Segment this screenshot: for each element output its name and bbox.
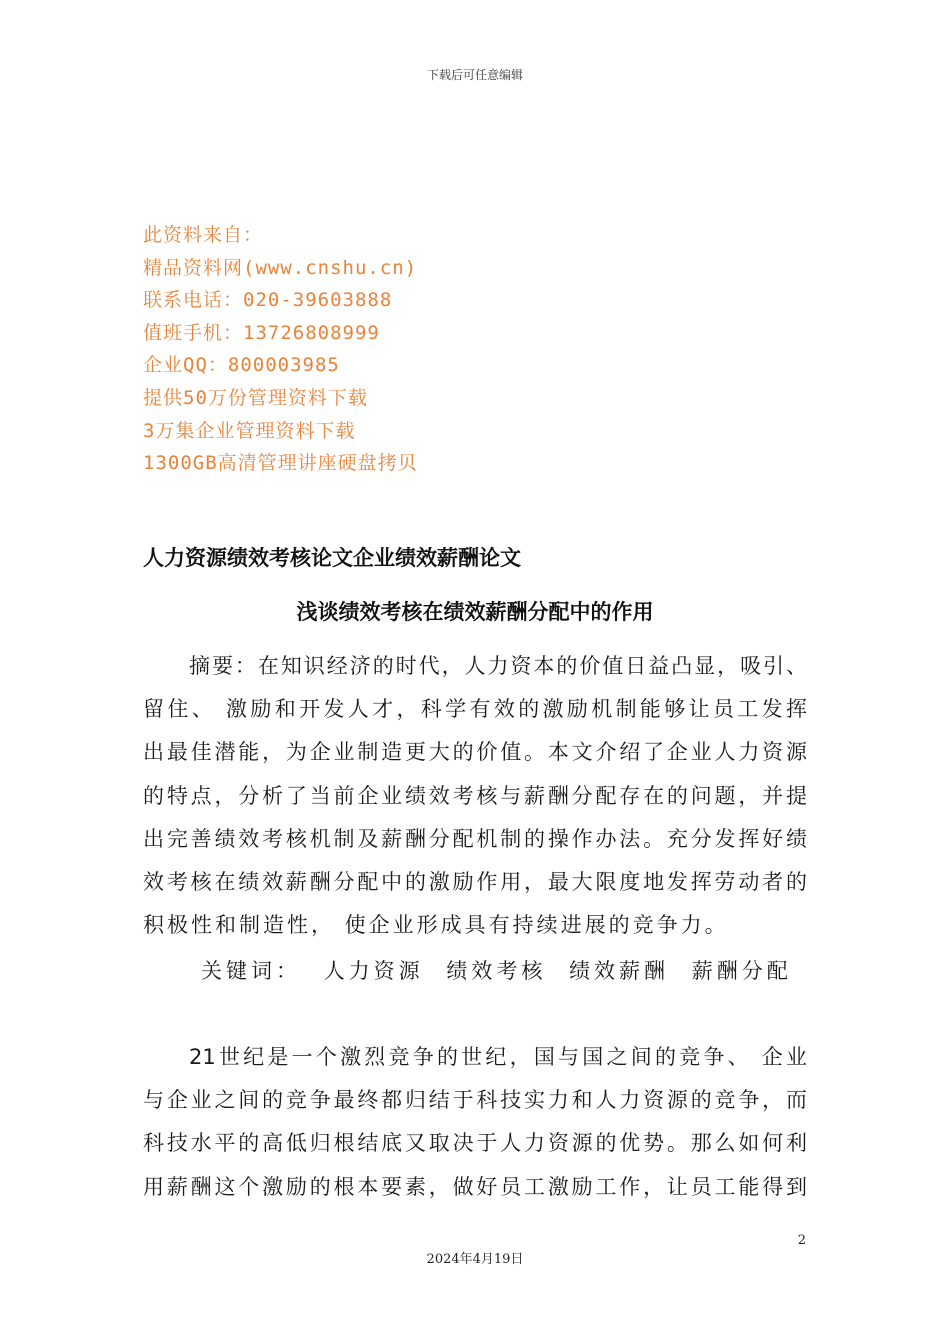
abstract-line: 积极性和制造性， 使企业形成具有持续进展的竞争力。 — [143, 913, 729, 938]
abstract-paragraph — [143, 645, 807, 947]
source-line: 精品资料网(www.cnshu.cn) — [143, 256, 418, 279]
keyword-term: 绩效考核 — [446, 959, 547, 983]
article-title: 浅谈绩效考核在绩效薪酬分配中的作用 — [296, 600, 654, 624]
page-footer-date: 2024年4月19日 — [426, 1252, 524, 1267]
abstract-line: 留住、 激励和开发人才，科学有效的激励机制能够让员工发挥 — [143, 697, 807, 722]
keyword-term: 薪酬分配 — [691, 959, 792, 983]
abstract-line: 效考核在绩效薪酬分配中的激励作用，最大限度地发挥劳动者的 — [143, 869, 807, 894]
keywords-label: 关键词： — [201, 959, 301, 983]
body-line: 与企业之间的竞争最终都归结于科技实力和人力资源的竞争，而 — [143, 1088, 807, 1113]
source-line: 3万集企业管理资料下载 — [143, 419, 356, 442]
document-title: 人力资源绩效考核论文企业绩效薪酬论文 — [143, 546, 521, 570]
body-paragraph — [143, 1036, 807, 1209]
abstract-line: 出最佳潜能，为企业制造更大的价值。本文介绍了企业人力资源 — [143, 740, 807, 765]
abstract-line: 摘要：在知识经济的时代，人力资本的价值日益凸显，吸引、 — [189, 654, 807, 678]
source-line: 值班手机：13726808999 — [143, 321, 380, 344]
source-line: 企业QQ：800003985 — [143, 354, 340, 377]
page-header: 下载后可任意编辑 — [426, 68, 523, 82]
source-info-block — [143, 219, 418, 480]
source-line: 提供50万份管理资料下载 — [143, 386, 368, 409]
body-line: 用薪酬这个激励的根本要素，做好员工激励工作，让员工能得到 — [143, 1174, 807, 1199]
source-line: 联系电话：020-39603888 — [143, 289, 393, 312]
keywords-line — [143, 950, 807, 993]
abstract-line: 出完善绩效考核机制及薪酬分配机制的操作办法。充分发挥好绩 — [143, 826, 807, 851]
body-line: 科技水平的高低归根结底又取决于人力资源的优势。那么如何利 — [143, 1131, 807, 1156]
keyword-term: 人力资源 — [323, 959, 424, 983]
page-number: 2 — [797, 1233, 806, 1248]
source-line: 1300GB高清管理讲座硬盘拷贝 — [143, 452, 418, 475]
source-line: 此资料来自： — [143, 224, 264, 246]
keyword-term: 绩效薪酬 — [569, 959, 670, 983]
body-line: 21世纪是一个激烈竞争的世纪，国与国之间的竞争、 企业 — [189, 1045, 807, 1069]
abstract-line: 的特点，分析了当前企业绩效考核与薪酬分配存在的问题，并提 — [143, 783, 807, 808]
